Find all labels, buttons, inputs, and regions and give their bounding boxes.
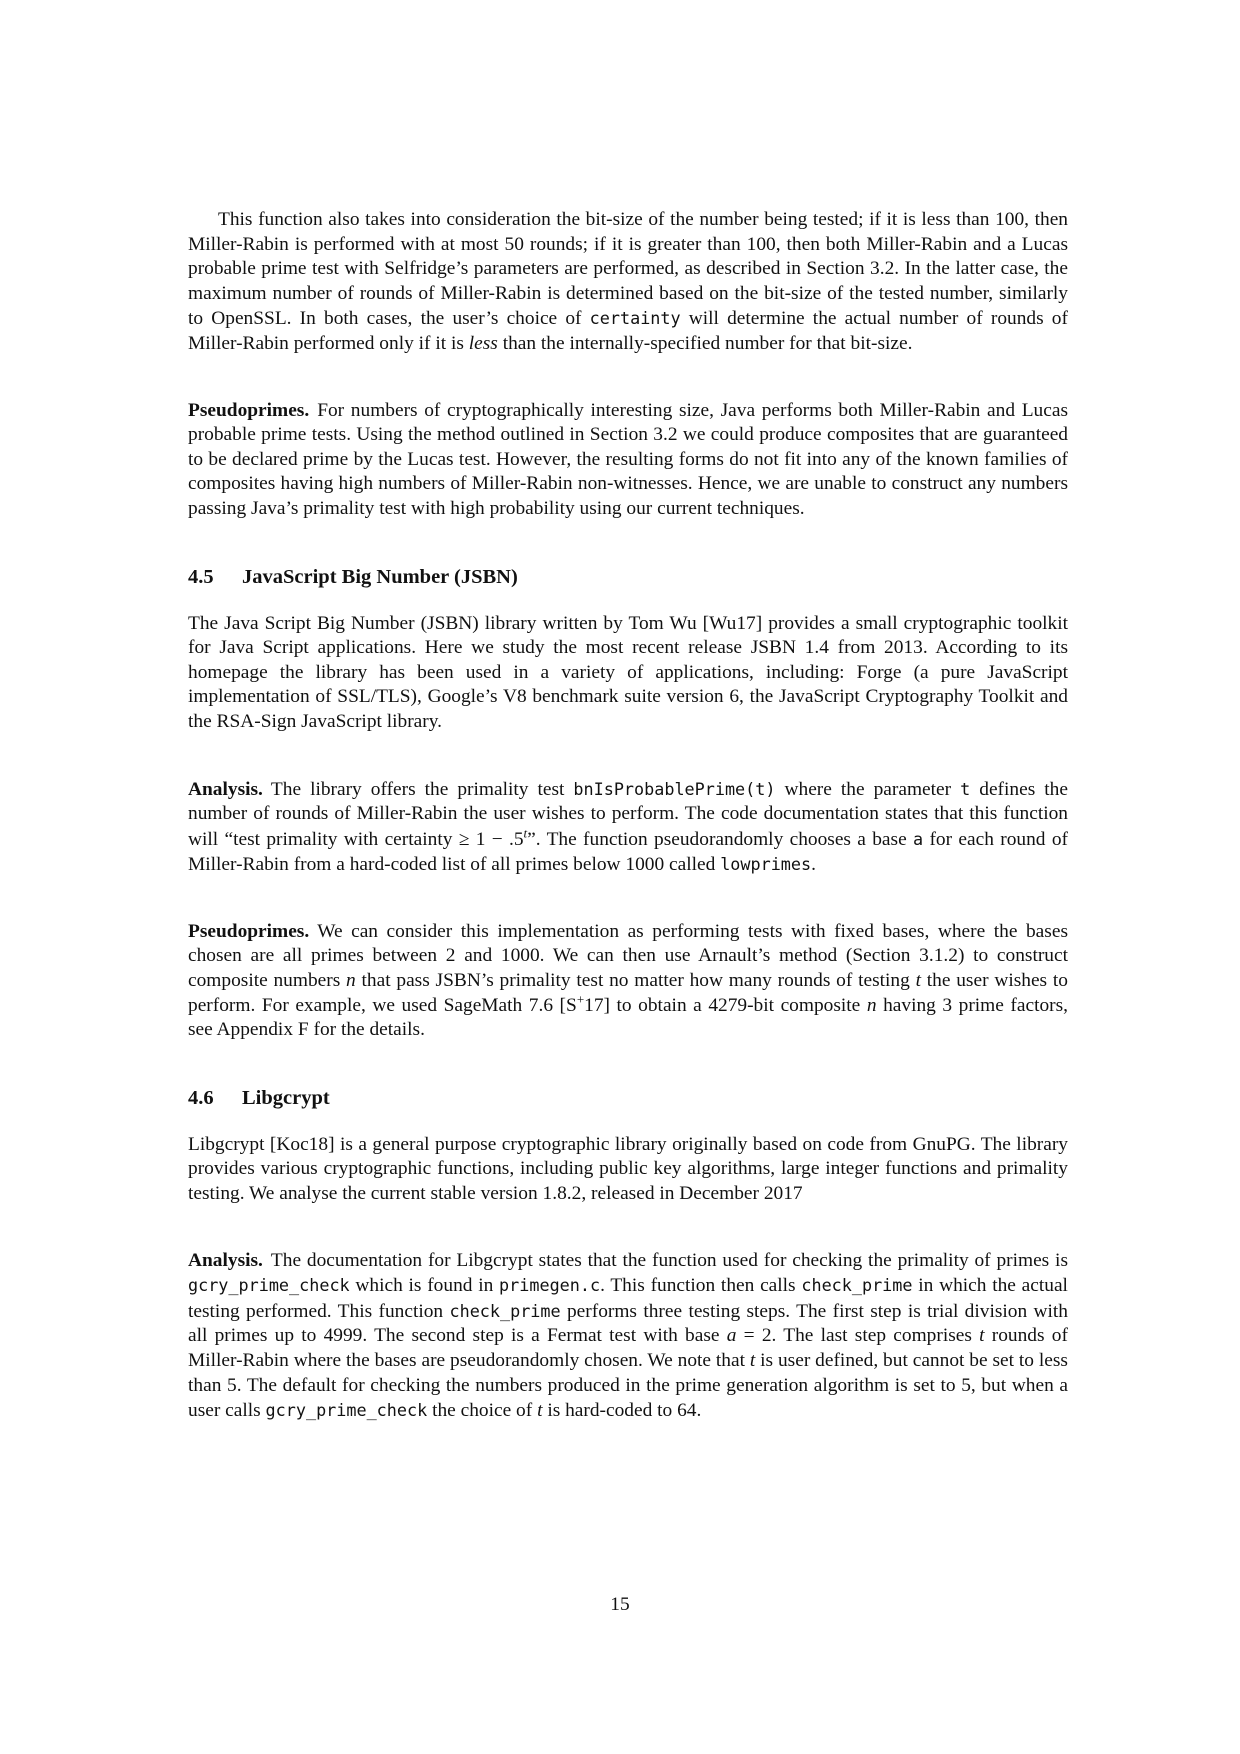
text-run: is user defined, but cannot be set to less than 5. The default for checking the numbers produced in the prime generation algorithm is set to 5, but when a user calls	[188, 1350, 1068, 1422]
text-run: which is found in	[355, 1275, 494, 1297]
emphasis: less	[468, 332, 498, 354]
paragraph-analysis-jsbn	[188, 777, 1068, 878]
text-run: the user wishes to perform. For example, we used SageMath 7.6 [S	[188, 970, 1068, 1016]
math-variable: t	[979, 1325, 985, 1347]
section-heading	[188, 1085, 1068, 1111]
section-title: JavaScript Big Number (JSBN)	[242, 565, 518, 588]
text-run: will determine the actual number of rounds of Miller-Rabin performed only if it is	[188, 308, 1068, 354]
text-run: ”. The function pseudorandomly chooses a base	[527, 828, 907, 850]
text-run: .	[811, 854, 816, 876]
section-title: Libgcrypt	[242, 1086, 330, 1109]
citation-superscript: +	[576, 991, 585, 1007]
math-variable: n	[346, 970, 356, 992]
paragraph-pseudoprimes-jsbn	[188, 920, 1068, 1043]
inline-code: a	[913, 828, 924, 849]
paragraph-pseudoprimes-java	[188, 399, 1068, 522]
math-variable: n	[866, 994, 877, 1016]
run-in-heading: Pseudoprimes.	[188, 399, 310, 421]
text-run: The library offers the primality test	[270, 778, 565, 800]
text-run: having 3 prime factors, see Appendix F for the details.	[188, 994, 1069, 1041]
paragraph-analysis-libgcrypt	[188, 1249, 1068, 1424]
section-heading	[188, 564, 1068, 590]
text-run: where the parameter	[784, 778, 952, 800]
page-body	[188, 208, 1068, 1424]
section-number: 4.5	[188, 565, 214, 588]
text-run: for each round of Miller-Rabin from a hard-coded list of all primes below 1000 called	[188, 828, 1068, 876]
text-run: . This function then calls	[600, 1275, 796, 1297]
inline-code: check_prime	[801, 1275, 913, 1296]
math-superscript: t	[523, 825, 528, 841]
text-run: defines the number of rounds of Miller-Rabin the user wishes to perform. The code documentation states that this function will “test primality with certainty ≥ 1 − .5	[188, 778, 1068, 850]
paragraph-jsbn-intro	[188, 612, 1068, 735]
inline-code: gcry_prime_check	[188, 1275, 350, 1296]
run-in-heading: Analysis.	[188, 1249, 263, 1271]
inline-code: gcry_prime_check	[265, 1400, 428, 1421]
section-number: 4.6	[188, 1086, 214, 1109]
text-run: Libgcrypt [Koc18] is a general purpose cryptographic library originally based on code from GnuPG. The library provides various cryptographic functions, including public key algorithms, large integer functions and primality testing. We analyse the current stable version 1.8.2, released in December 2017	[188, 1133, 1068, 1205]
text-run: The documentation for Libgcrypt states that the function used for checking the primality of primes is	[270, 1249, 1068, 1271]
math-variable: t	[915, 970, 921, 992]
text-run: This function also takes into consideration the bit-size of the number being tested; if it is less than 100, then Miller-Rabin is performed with at most 50 rounds; if it is greater than 100, then both Miller-Rabin and a Lucas probable prime test with Selfridge’s parameters are performed, as described in Section 3.2. In the latter case, the maximum number of rounds of Miller-Rabin is determined based on the bit-size of the tested number, similarly to OpenSSL. In both cases, the user’s choice of	[188, 209, 1068, 330]
text-run: = 2. The last step comprises	[743, 1325, 972, 1347]
text-run: performs three testing steps. The first step is trial division with all primes up to 4999. The second step is a Fermat test with base	[188, 1300, 1068, 1347]
text-run: than the internally-specified number for that bit-size.	[502, 332, 913, 354]
text-run: rounds of Miller-Rabin where the bases are pseudorandomly chosen. We note that	[188, 1325, 1068, 1371]
inline-code: primegen.c	[499, 1275, 601, 1296]
text-run: is hard-coded to 64.	[547, 1400, 702, 1422]
text-run: 17] to obtain a 4279-bit composite	[584, 994, 861, 1016]
inline-code: lowprimes	[720, 854, 812, 875]
inline-code: certainty	[589, 308, 681, 329]
text-run: that pass JSBN’s primality test no matter how many rounds of testing	[361, 970, 910, 992]
page-number: 15	[610, 1594, 630, 1615]
paragraph-java-bitsize	[188, 208, 1068, 357]
inline-code: bnIsProbablePrime(t)	[573, 778, 776, 799]
run-in-heading: Pseudoprimes.	[188, 920, 310, 942]
text-run: in which the actual testing performed. This function	[188, 1275, 1068, 1322]
math-variable: t	[749, 1350, 756, 1371]
text-run: For numbers of cryptographically interesting size, Java performs both Miller-Rabin and Lucas probable prime tests. Using the method outlined in Section 3.2 we could produce composites that are guaranteed to be declared prime by the Lucas test. However, the resulting forms do not fit into any of the known families of composites having high numbers of Miller-Rabin non-witnesses. Hence, we are unable to construct any numbers passing Java’s primality test with high probability using our current techniques.	[188, 399, 1068, 519]
paragraph-libgcrypt-intro	[188, 1133, 1068, 1207]
inline-code: check_prime	[449, 1300, 561, 1321]
text-run: The Java Script Big Number (JSBN) library written by Tom Wu [Wu17] provides a small cryptographic toolkit for Java Script applications. Here we study the most recent release JSBN 1.4 from 2013. According to its homepage the library has been used in a variety of applications, including: Forge (a pure JavaScript implementation of SSL/TLS), Google’s V8 benchmark suite version 6, the JavaScript Cryptography Toolkit and the RSA-Sign JavaScript library.	[188, 612, 1068, 732]
text-run: the choice of	[432, 1400, 533, 1422]
math-variable: a	[726, 1325, 737, 1347]
section-4-5	[188, 564, 1068, 735]
text-run: We can consider this implementation as performing tests with fixed bases, where the bases chosen are all primes between 2 and 1000. We can then use Arnault’s method (Section 3.1.2) to construct composite numbers	[188, 920, 1068, 992]
inline-code: t	[960, 778, 971, 799]
run-in-heading: Analysis.	[188, 778, 263, 800]
math-variable: t	[537, 1400, 543, 1422]
section-4-6	[188, 1085, 1068, 1207]
